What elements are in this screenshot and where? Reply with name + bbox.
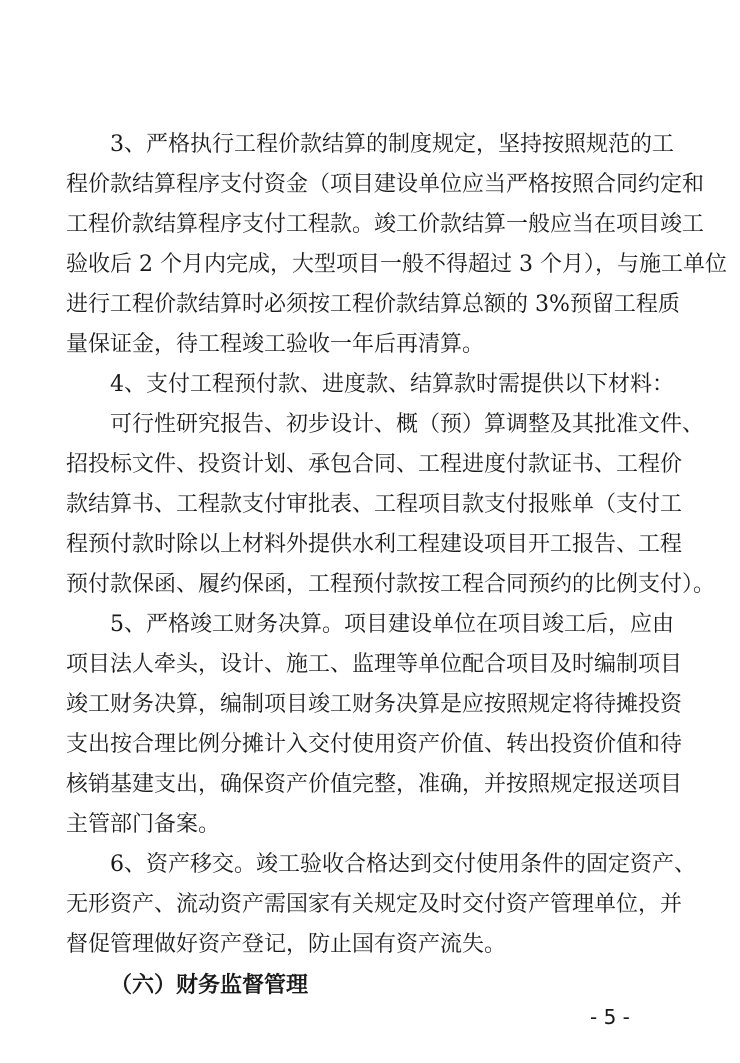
paragraph-4-line-5: 程预付款时除以上材料外提供水利工程建设项目开工报告、工程 — [66, 532, 683, 557]
paragraph-6-line-1: 6、资产移交。竣工验收合格达到交付使用条件的固定资产、 — [110, 852, 696, 877]
paragraph-4-line-6: 预付款保函、履约保函，工程预付款按工程合同预约的比例支付）。 — [66, 572, 716, 597]
paragraph-5-line-6: 主管部门备案。 — [66, 812, 221, 837]
paragraph-5-line-1: 5、严格竣工财务决算。项目建设单位在项目竣工后，应由 — [110, 612, 674, 637]
page-number: - 5 - — [590, 1005, 630, 1029]
paragraph-3-line-3: 工程价款结算程序支付工程款。竣工价款结算一般应当在项目竣工 — [66, 212, 705, 237]
paragraph-5-line-4: 支出按合理比例分摊计入交付使用资产价值、转出投资价值和待 — [66, 732, 683, 757]
paragraph-5-line-5: 核销基建支出，确保资产价值完整，准确，并按照规定报送项目 — [66, 772, 683, 797]
paragraph-3-line-5: 进行工程价款结算时必须按工程价款结算总额的 3%预留工程质 — [66, 292, 680, 317]
paragraph-3-line-1: 3、严格执行工程价款结算的制度规定，坚持按照规范的工 — [110, 132, 674, 157]
paragraph-5-line-3: 竣工财务决算，编制项目竣工财务决算是应按照规定将待摊投资 — [66, 692, 683, 717]
paragraph-6-line-3: 督促管理做好资产登记，防止国有资产流失。 — [66, 932, 507, 957]
paragraph-4-line-1: 4、支付工程预付款、进度款、结算款时需提供以下材料： — [110, 372, 674, 397]
paragraph-3-line-4: 验收后 2 个月内完成，大型项目一般不得超过 3 个月），与施工单位 — [66, 252, 727, 277]
paragraph-4-line-2: 可行性研究报告、初步设计、概（预）算调整及其批准文件、 — [110, 412, 705, 437]
paragraph-3-line-6: 量保证金，待工程竣工验收一年后再清算。 — [66, 332, 485, 357]
paragraph-4-line-4: 款结算书、工程款支付审批表、工程项目款支付报账单（支付工 — [66, 492, 683, 517]
paragraph-3-line-2: 程价款结算程序支付资金（项目建设单位应当严格按照合同约定和 — [66, 172, 705, 197]
section-heading: （六）财务监督管理 — [110, 972, 309, 998]
paragraph-5-line-2: 项目法人牵头，设计、施工、监理等单位配合项目及时编制项目 — [66, 652, 683, 677]
paragraph-4-line-3: 招投标文件、投资计划、承包合同、工程进度付款证书、工程价 — [66, 452, 683, 477]
paragraph-6-line-2: 无形资产、流动资产需国家有关规定及时交付资产管理单位，并 — [66, 892, 683, 917]
